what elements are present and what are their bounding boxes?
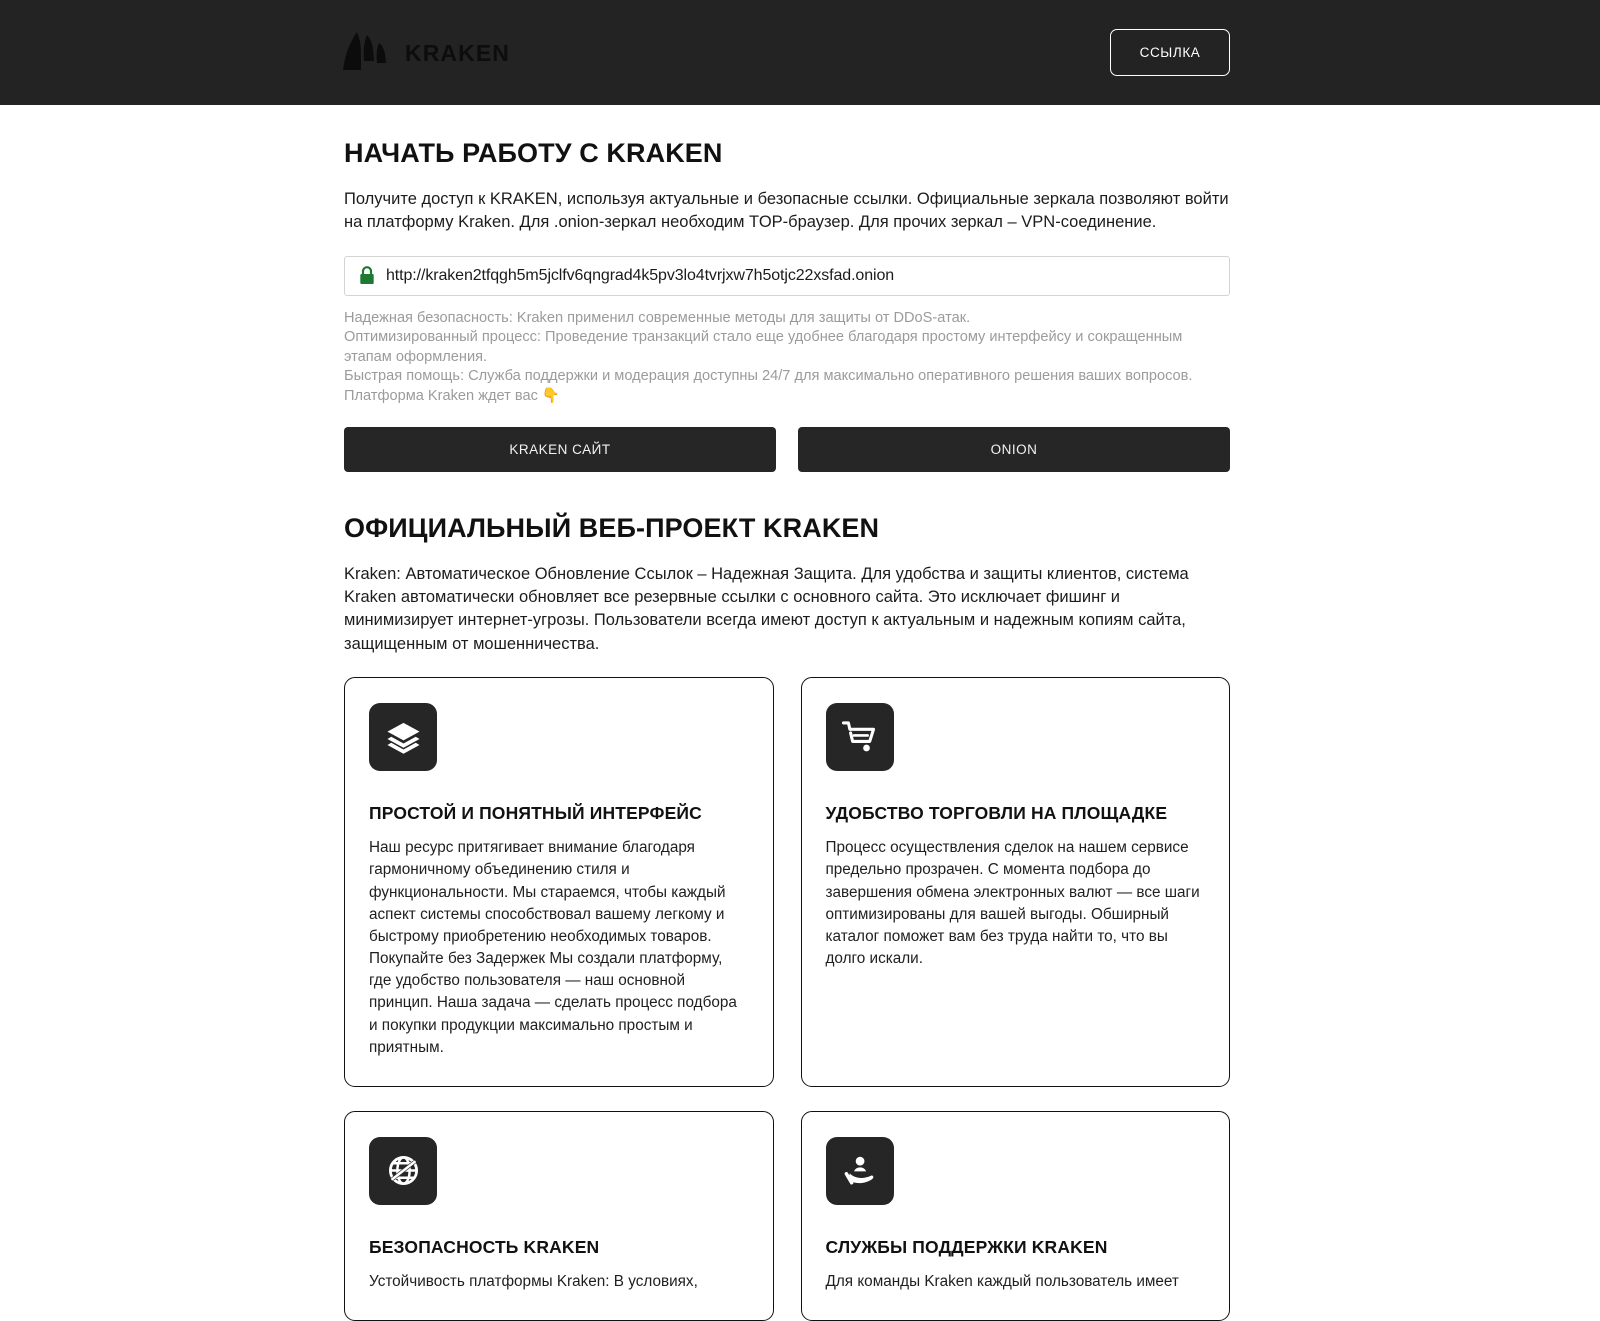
card-body: Процесс осуществления сделок на нашем сервисе предельно прозрачен. С момента подбора до завершения обмена электронных валют — все шаги оптимизированы для вашей выгоды. Обширный каталог поможет вам без труда найти то, что вы долго искали. xyxy=(825,839,1200,968)
card-body: Наш ресурс притягивает внимание благодаря гармоничному объединению стиля и функциональности. Мы стараемся, чтобы каждый аспект системы способствовал вашему легкому и быстрому приобретению необходимых товаров. Покупайте без Задержек Мы создали платформу, где удобство пользователя — наш основной принцип. Наша задача — сделать процесс подбора и покупки продукции максимально простым и приятным. xyxy=(369,839,737,1056)
feature-card-security xyxy=(344,1111,774,1321)
card-body: Для команды Kraken каждый пользователь имеет xyxy=(825,1272,1179,1290)
feature-notes xyxy=(344,309,1230,407)
shopping-cart-icon xyxy=(826,703,894,771)
feature-card-support xyxy=(801,1111,1231,1321)
header-link-button[interactable]: ССЫЛКА xyxy=(1110,29,1230,76)
feature-card-interface xyxy=(344,677,774,1087)
note-process: Оптимизированный процесс: Проведение транзакций стало еще удобнее благодаря простому интерфейсу и сокращенным этапам оформления. xyxy=(344,329,1183,365)
note-callout: Платформа Kraken ждет вас 👇 xyxy=(344,388,561,405)
globe-network-icon xyxy=(369,1137,437,1205)
feature-card-trading xyxy=(801,677,1231,1087)
intro-description: Получите доступ к KRAKEN, используя актуальные и безопасные ссылки. Официальные зеркала позволяют войти на платформу Kraken. Для .onion-зеркал необходим TOP-браузер. Для прочих зеркал – VPN-соединение. xyxy=(344,190,1229,232)
kraken-tentacles-icon xyxy=(341,30,393,76)
brand-name: KRAKEN xyxy=(405,39,510,66)
page-title: НАЧАТЬ РАБОТУ С KRAKEN xyxy=(344,138,723,168)
card-title: УДОБСТВО ТОРГОВЛИ НА ПЛОЩАДКЕ xyxy=(825,803,1168,824)
layers-icon xyxy=(369,703,437,771)
card-title: ПРОСТОЙ И ПОНЯТНЫЙ ИНТЕРФЕЙС xyxy=(369,803,702,824)
mirror-url-text[interactable]: http://kraken2tfqgh5m5jclfv6qngrad4k5pv3lo4tvrjxw7h5otjc22xsfad.onion xyxy=(386,266,895,284)
mirror-url-field[interactable] xyxy=(344,256,1230,296)
green-padlock-icon xyxy=(359,266,375,285)
card-body: Устойчивость платформы Kraken: В условиях, xyxy=(369,1272,698,1290)
support-hand-icon xyxy=(826,1137,894,1205)
brand-logo[interactable] xyxy=(341,28,510,78)
note-support: Быстрая помощь: Служба поддержки и модерация доступны 24/7 для максимально оперативного решения ваших вопросов. xyxy=(344,368,1193,385)
note-security: Надежная безопасность: Kraken применил современные методы для защиты от DDoS-атак. xyxy=(344,309,971,326)
card-title: СЛУЖБЫ ПОДДЕРЖКИ KRAKEN xyxy=(825,1236,1108,1257)
feature-card-grid xyxy=(344,677,1230,1321)
main-content xyxy=(344,105,1230,1321)
mirror-actions xyxy=(344,427,1230,472)
project-title: ОФИЦИАЛЬНЫЙ ВЕБ-ПРОЕКТ KRAKEN xyxy=(344,512,880,543)
project-description: Kraken: Автоматическое Обновление Ссылок – Надежная Защита. Для удобства и защиты клиентов, система Kraken автоматически обновляет все резервные ссылки с основного сайта. Это исключает фишинг и минимизирует интернет-угрозы. Пользователи всегда имеют доступ к актуальным и надежным копиям сайта, защищенным от мошенничества. xyxy=(344,564,1189,653)
card-title: БЕЗОПАСНОСТЬ KRAKEN xyxy=(369,1236,600,1257)
onion-button[interactable]: ONION xyxy=(798,427,1230,472)
kraken-site-button[interactable]: KRAKEN САЙТ xyxy=(344,427,776,472)
site-header xyxy=(0,0,1600,105)
